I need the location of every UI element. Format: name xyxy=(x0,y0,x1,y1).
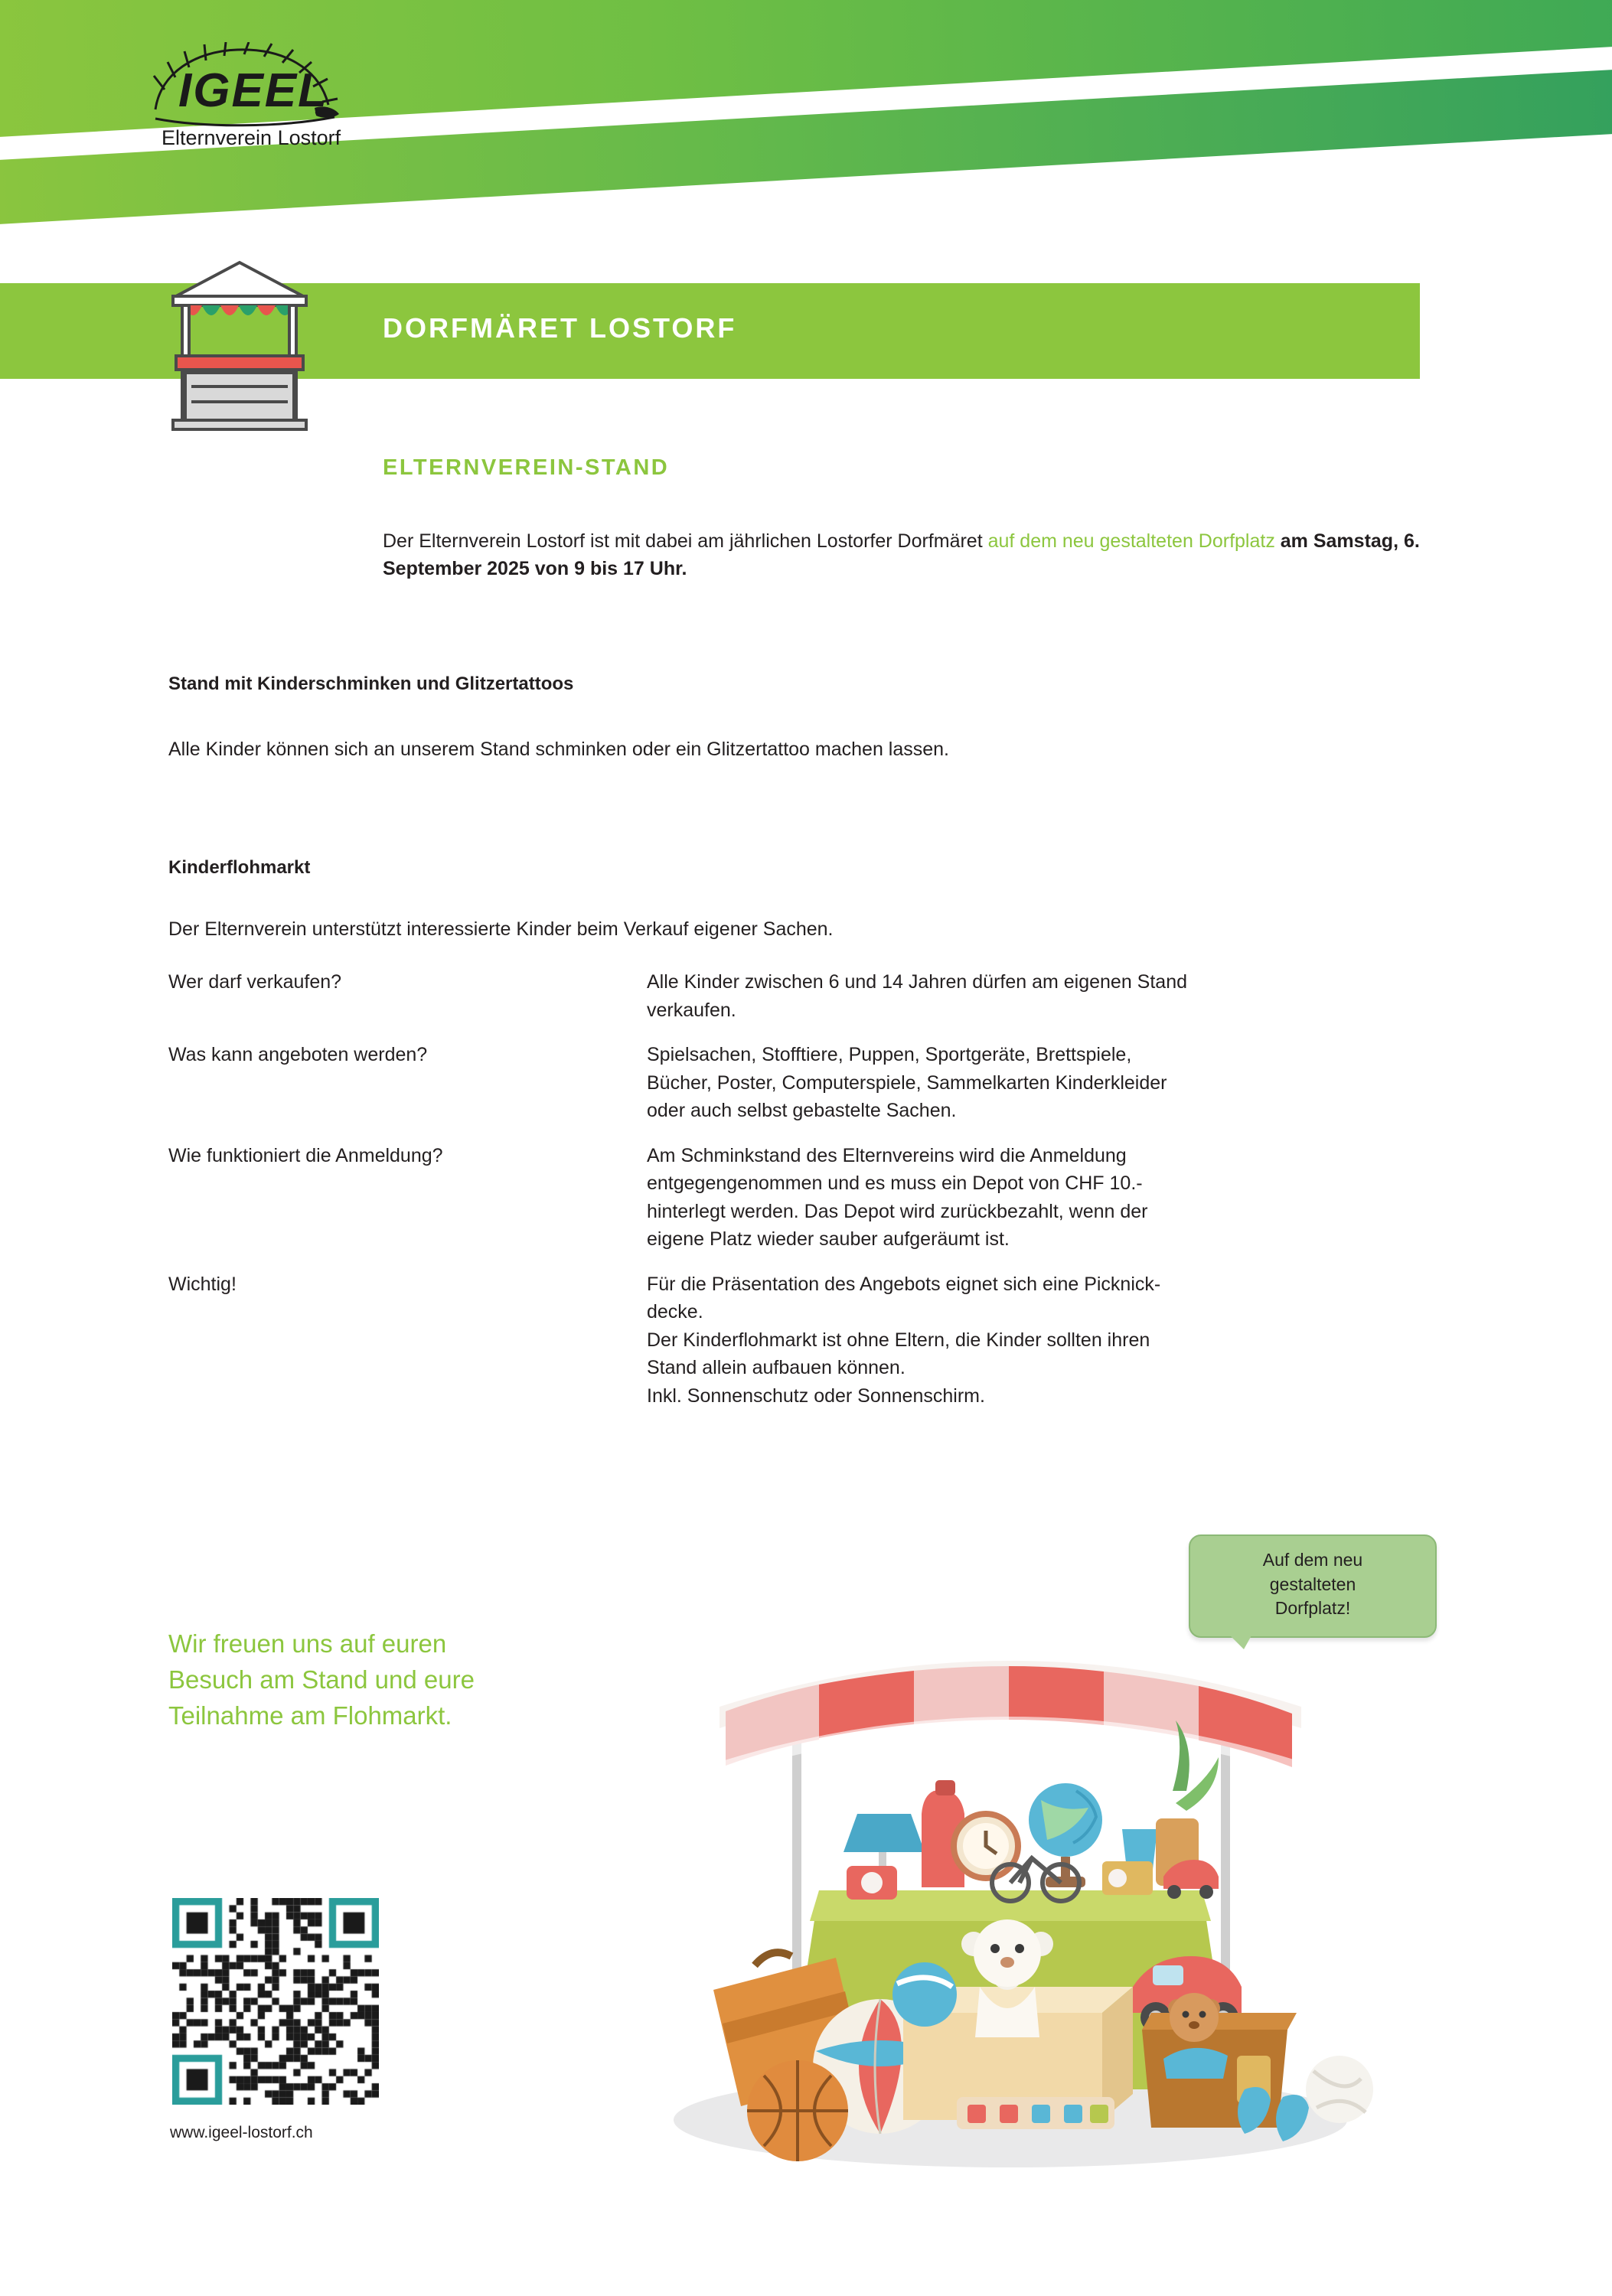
closing-line: Teilnahme am Flohmarkt. xyxy=(168,1701,452,1730)
faq-answer-line: oder auch selbst gebastelte Sachen. xyxy=(647,1100,957,1121)
faq-row xyxy=(168,1142,1454,1254)
logo-subtitle-text: Elternverein Lostorf xyxy=(162,126,341,149)
faq-question: Wer darf verkaufen? xyxy=(168,971,342,993)
faq-answer-line: decke. xyxy=(647,1301,703,1322)
faq-answer-line: Am Schminkstand des Elternvereins wird die Anmeldung xyxy=(647,1144,1127,1166)
faq-question: Wichtig! xyxy=(168,1273,237,1295)
faq-answer-line: Inkl. Sonnenschutz oder Sonnenschirm. xyxy=(647,1384,985,1407)
faq-question: Was kann angeboten werden? xyxy=(168,1044,428,1065)
faq-answer-line: entgegengenommen und es muss ein Depot von CHF 10.- xyxy=(647,1172,1143,1194)
bubble-line: Dorfplatz! xyxy=(1274,1598,1351,1619)
faq-answer-line: hinterlegt werden. Das Depot wird zurückbezahlt, wenn der xyxy=(647,1200,1148,1222)
svg-text:Elternverein Lostorf xyxy=(162,126,341,149)
section-body-flohmarkt: Der Elternverein unterstützt interessierte Kinder beim Verkauf eigener Sachen. xyxy=(168,918,834,940)
page-title: DORFMÄRET LOSTORF xyxy=(383,312,737,344)
bubble-line: Auf dem neu xyxy=(1262,1550,1363,1570)
faq-row xyxy=(168,968,1454,1024)
faq-answer-line: Bücher, Poster, Computerspiele, Sammelkarten Kinderkleider xyxy=(647,1071,1167,1094)
qr-code-icon xyxy=(172,1898,379,2105)
faq-answer-line: eigene Platz wieder sauber aufgeräumt ist. xyxy=(647,1228,1010,1250)
intro-part1: Der Elternverein Lostorf ist mit dabei am jährlichen Lostorfer Dorfmäret xyxy=(383,530,988,552)
faq-row xyxy=(168,1270,1454,1411)
section-subtitle: ELTERNVEREIN-STAND xyxy=(383,455,670,480)
section-body-schminken: Alle Kinder können sich an unserem Stand schminken oder ein Glitzertattoo machen lassen. xyxy=(168,739,950,760)
faq-row xyxy=(168,1041,1454,1125)
section-heading-schminken: Stand mit Kinderschminken und Glitzertattoos xyxy=(168,673,574,694)
faq-answer xyxy=(647,1142,1454,1254)
faq-answer-line: Spielsachen, Stofftiere, Puppen, Sportgeräte, Brettspiele, xyxy=(647,1044,1132,1065)
intro-highlight: auf dem neu gestalteten Dorfplatz xyxy=(987,530,1275,552)
flea-market-stand-illustration xyxy=(628,1561,1393,2189)
closing-line: Besuch am Stand und eure xyxy=(168,1665,475,1694)
section-heading-flohmarkt: Kinderflohmarkt xyxy=(168,857,311,878)
faq-answer-line: Alle Kinder zwischen 6 und 14 Jahren dürfen am eigenen Stand xyxy=(647,971,1188,993)
faq-question: Wie funktioniert die Anmeldung? xyxy=(168,1144,443,1166)
closing-line: Wir freuen uns auf euren xyxy=(168,1629,447,1658)
market-stand-icon xyxy=(167,256,312,440)
faq-answer xyxy=(647,1270,1454,1411)
svg-text:IGEEL: IGEEL xyxy=(178,64,329,117)
intro-paragraph xyxy=(383,528,1454,582)
faq-answer-line: Für die Präsentation des Angebots eignet sich eine Picknick- xyxy=(647,1273,1161,1295)
faq-answer xyxy=(647,968,1454,1024)
intro-part2: am Samstag, 6. September 2025 von 9 bis 17 Uhr. xyxy=(383,530,1420,579)
bubble-line: gestalteten xyxy=(1269,1574,1356,1594)
faq-answer-line: Stand allein aufbauen können. xyxy=(647,1357,906,1378)
faq-answer xyxy=(647,1041,1454,1125)
closing-message xyxy=(168,1626,628,1734)
faq-list xyxy=(168,968,1454,1427)
igeel-logo xyxy=(142,42,394,157)
website-url: www.igeel-lostorf.ch xyxy=(170,2124,313,2141)
faq-answer-line: Der Kinderflohmarkt ist ohne Eltern, die Kinder sollten ihren xyxy=(647,1329,1150,1351)
faq-answer-line: verkaufen. xyxy=(647,999,736,1021)
